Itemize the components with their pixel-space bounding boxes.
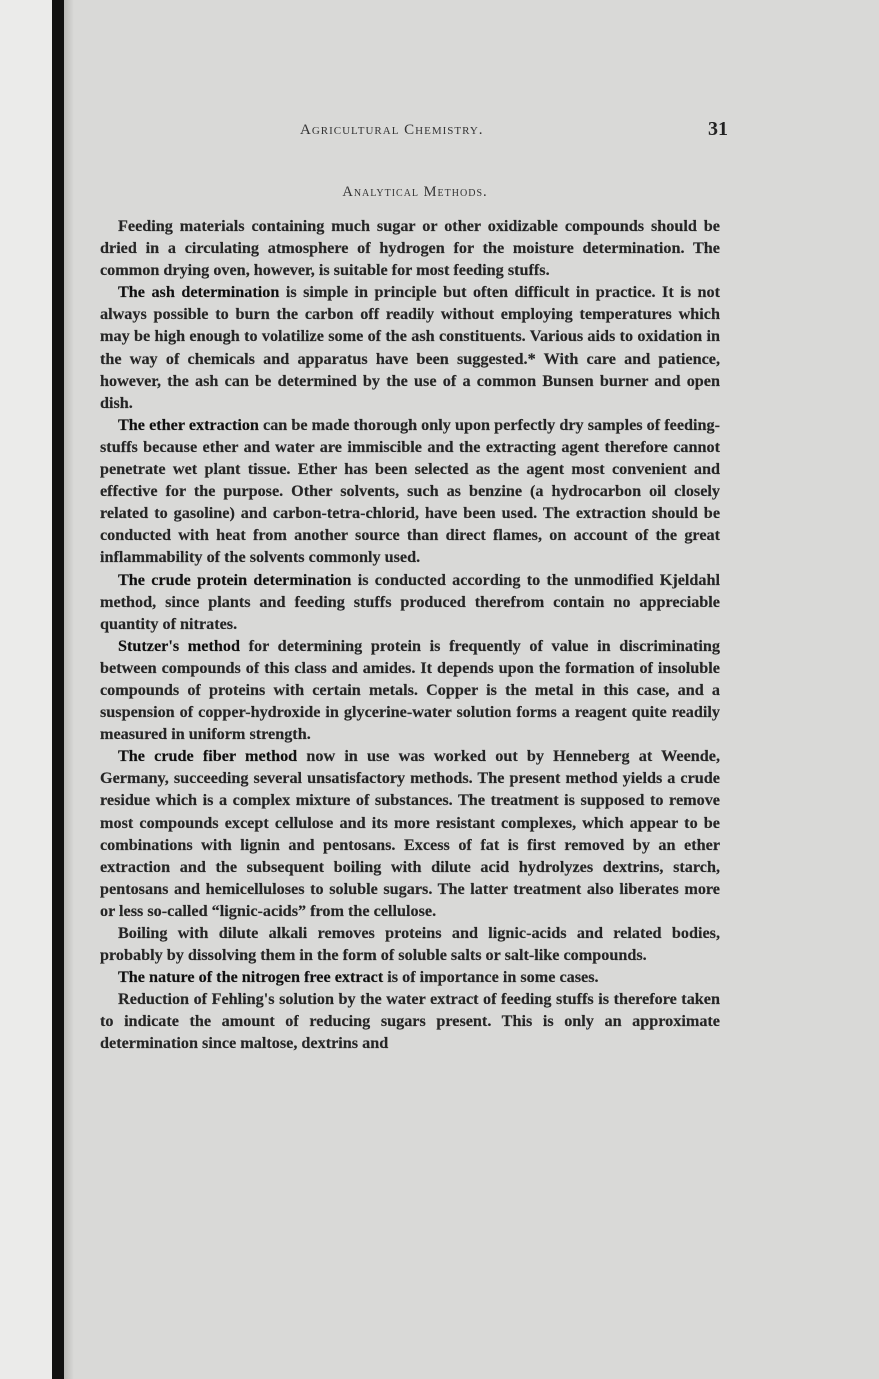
paragraph-lead: The nature of the nitrogen free extract [118,968,384,987]
paragraph-lead: The crude protein determination [118,570,352,589]
paragraph-protein [100,569,720,635]
paragraph-lead: The crude fiber method [118,747,298,766]
body-text [100,215,720,1055]
paragraph-text: for determining protein is frequently of value in discriminating between compounds of this class and amides. It depends upon the formation of insoluble compounds of proteins with certain metals. Copper is the metal in this case, and a suspension of copper-hydroxide in glycerine-water solution forms a reagent quite readily measured in uniform strength. [100,636,720,744]
running-head [100,118,728,148]
section-title: Analytical Methods. [342,184,488,200]
paragraph-ether [100,414,720,569]
paragraph-lead: Stutzer's method [118,636,240,655]
paragraph-lead: The ether extraction [118,415,259,434]
page-number: 31 [708,118,728,140]
paragraph-nitrogen-free-extract [100,966,720,988]
paragraph-text: Boiling with dilute alkali removes proteins and lignic-acids and related bodies, probably by dissolving them in the form of soluble salts or salt-like compounds. [100,924,720,965]
paragraph-text: is simple in principle but often difficult in practice. It is not always possible to burn the carbon off readily without employing temperatures which may be high enough to volatilize some of the ash constituents. Various aids to oxidation in the way of chemicals and apparatus have been suggested.* With care and patience, however, the ash can be determined by the use of a common Bunsen burner and open dish. [100,283,720,412]
paragraph-fehling [100,988,720,1054]
paragraph-text: can be made thorough only upon perfectly dry samples of feeding-stuffs because ether and water are immiscible and the extracting agent therefore cannot penetrate wet plant tissue. Ether has been selected as the agent most convenient and effective for the purpose. Other solvents, such as benzine (a hydrocarbon oil closely related to gasoline) and carbon-tetra-chlorid, have been used. The extraction should be conducted with heat from another source than direct flames, on account of the great inflammability of the solvents commonly used. [100,415,720,567]
paragraph-text: is of importance in some cases. [383,968,599,987]
running-title: Agricultural Chemistry. [300,122,484,138]
paragraph-alkali [100,922,720,966]
binding-shadow [64,0,74,1379]
paragraph-text: Feeding materials containing much sugar or other oxidizable compounds should be dried in a circulating atmosphere of hydrogen for the moisture determination. The common drying oven, however, is suitable for most feeding stuffs. [100,217,720,280]
paragraph-ash [100,281,720,414]
paragraph-fiber [100,745,720,922]
paragraph-text: now in use was worked out by Henneberg at Weende, Germany, succeeding several unsatisfactory methods. The present method yields a crude residue which is a complex mixture of substances. The treatment is supposed to remove most compounds except cellulose and its more resistant complexes, which appear to be combinations with lignin and pentosans. Excess of fat is first removed by an ether extraction and the subsequent boiling with dilute acid hydrolyzes dextrins, starch, pentosans and hemicelluloses to soluble sugars. The latter treatment also liberates more or less so-called “lignic-acids” from the cellulose. [100,747,721,920]
paragraph-text: is conducted according to the unmodified Kjeldahl method, since plants and feeding stuffs produced therefrom contain no appreciable quantity of nitrates. [100,570,720,633]
paragraph-text: Reduction of Fehling's solution by the water extract of feeding stuffs is therefore taken to indicate the amount of reducing sugars present. This is only an approximate determination since maltose, dextrins and [100,990,720,1053]
paragraph-lead: The ash determination [118,283,280,302]
paragraph-moisture [100,215,720,281]
scan-margin [0,0,52,1379]
paragraph-stutzer [100,635,720,745]
book-page [100,118,728,1055]
book-binding-edge [52,0,64,1379]
